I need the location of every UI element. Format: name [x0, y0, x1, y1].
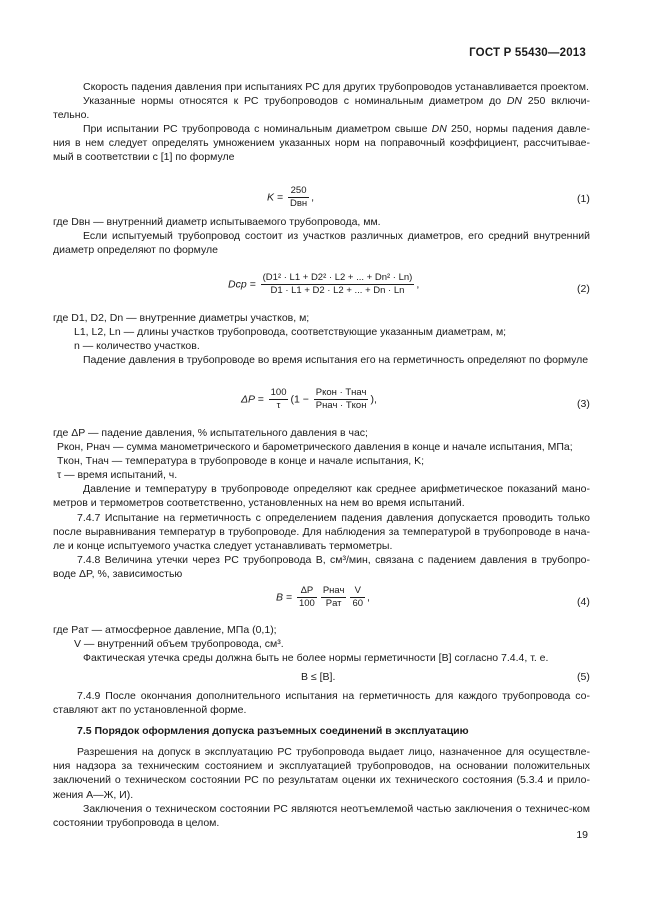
- document-header: ГОСТ Р 55430—2013: [469, 47, 586, 59]
- body-block-2: [53, 215, 590, 257]
- body-block-1: [53, 80, 590, 165]
- where-clause: L1, L2, Ln — длины участков трубопровода, соответствующие указанным диаметрам, м;: [74, 326, 507, 339]
- equation-number: (3): [577, 398, 590, 410]
- paragraph: Если испытуемый трубопровод состоит из участков различных диаметров, его средний внутренний диаметр определяют по формуле: [53, 230, 590, 257]
- formula-2: Dср = $\frac{\text{(D1² · L1 + D2² · L2 + ... + Dn² · Ln)}}{D1 \cdot L1 + D2 \cdot L2 + ... + Dn \cdot Ln}$ ,: [228, 272, 420, 296]
- where-clause: где D1, D2, Dn — внутренние диаметры участков, м;: [53, 312, 310, 324]
- paragraph: Скорость падения давления при испытаниях РС для других трубопроводов устанавливается проектом.: [83, 81, 589, 93]
- paragraph: Заключения о техническом состоянии РС являются неотъемлемой частью заключения о техничес-ком состоянии трубопровода в целом.: [53, 802, 590, 829]
- where-clause: где Dвн — внутренний диаметр испытываемого трубопровода, мм.: [53, 216, 381, 228]
- paragraph: 7.4.9 После окончания дополнительного испытания на герметичность для каждого трубопровода со-ставляют акт по установленной форме.: [53, 690, 590, 717]
- where-clause: где ΔP — падение давления, % испытательного давления в час;: [53, 427, 368, 439]
- paragraph: 7.4.7 Испытание на герметичность с определением падения давления допускается проводить только после выравнивания температур в трубопроводе. Для наблюдения за температурой в трубопроводе в нача-ле и конце испытуемого участка следует устанавливать термометры.: [53, 511, 590, 552]
- where-clause: Pкон, Pнач — сумма манометрического и барометрического давления в конце и начале испытания, МПа;: [57, 441, 573, 454]
- where-clause: τ — время испытаний, ч.: [57, 469, 178, 482]
- where-clause: n — количество участков.: [74, 340, 200, 353]
- formula-1: K = $\frac{250}{\text{Dвн}}$ ,: [267, 185, 315, 209]
- paragraph: Фактическая утечка среды должна быть не более нормы герметичности [B] согласно 7.4.4, т. е.: [83, 652, 549, 665]
- paragraph: 7.4.8 Величина утечки через РС трубопровода B, см³/мин, связана с падением давления в трубопро-воде ΔP, %, зависимостью: [53, 553, 590, 580]
- paragraph: Падение давления в трубопроводе во время испытания его на герметичность определяют по формуле: [83, 354, 589, 367]
- where-clause: Tкон, Tнач — температура в трубопроводе в конце и начале испытания, K;: [57, 455, 425, 468]
- where-clause: V — внутренний объем трубопровода, см³.: [74, 638, 284, 651]
- paragraph: Давление и температуру в трубопроводе определяют как среднее арифметическое показаний мано-метров и термометров соответственно, установленных на нем во время испытаний.: [53, 483, 590, 510]
- body-block-3: [53, 311, 590, 367]
- equation-number: (2): [577, 283, 590, 295]
- equation-number: (4): [577, 596, 590, 608]
- body-block-5: [53, 623, 590, 665]
- equation-number: (1): [577, 193, 590, 205]
- formula-5: B ≤ [B].: [301, 671, 336, 683]
- section-heading: 7.5 Порядок оформления допуска разъемных соединений в эксплуатацию: [77, 725, 469, 738]
- paragraph: При испытании РС трубопровода с номинальным диаметром свыше DN 250, нормы падения давле-ния в нем следует определять умножением указанных норм на поправочный коэффициент, рассчитывае-мый в соответствии с [1] по формуле: [53, 123, 590, 164]
- where-clause: где Pат — атмосферное давление, МПа (0,1);: [53, 624, 277, 636]
- paragraph: Указанные нормы относятся к РС трубопроводов с номинальным диаметром до DN 250 включи-тельно.: [53, 95, 590, 122]
- page-number: 19: [576, 829, 588, 841]
- formula-4: B = $\frac{\Delta P}{100}$ $\frac{\text{Pнач}}{\text{Pат}}$ $\frac{V}{60}$ ,: [276, 585, 370, 609]
- formula-3: ΔP = $\frac{100}{\tau}$ (1 − $\frac{\text{Pкон · Tнач}}{\text{Pнач · Tкон}}$ ),: [241, 387, 377, 411]
- paragraph: Разрешения на допуск в эксплуатацию РС трубопровода выдает лицо, назначенное для осуществле-ния надзора за техническим состоянием и эксплуатацией трубопроводов, на основании положительных заключений о техническом состоянии РС по результатам оценки их технического состояния (5.3.4 и прило-жения А—Ж, И).: [53, 746, 590, 801]
- body-block-6: [53, 689, 590, 830]
- body-block-4: [53, 426, 590, 581]
- equation-number: (5): [577, 671, 590, 683]
